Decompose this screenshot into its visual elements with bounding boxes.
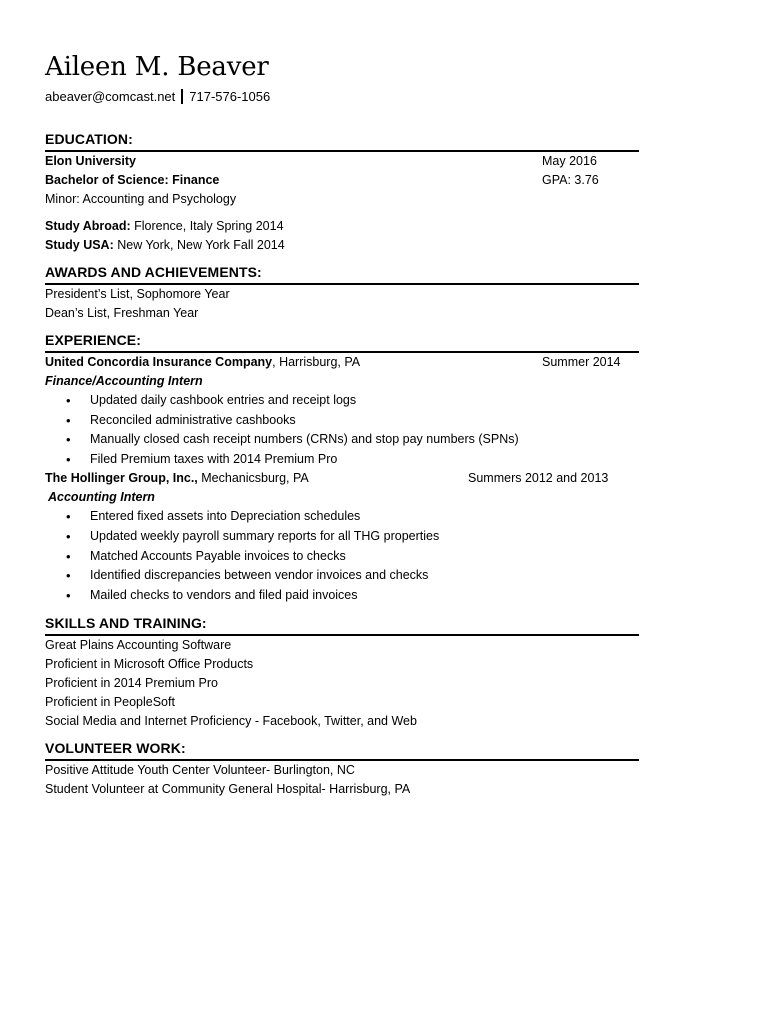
study-usa-value: New York, New York Fall 2014 [113, 238, 285, 252]
degree: Bachelor of Science: Finance [45, 173, 220, 187]
awards-section [45, 264, 639, 323]
awards-heading: AWARDS AND ACHIEVEMENTS: [45, 264, 639, 285]
bullet-item: • Mailed checks to vendors and filed paid invoices [45, 586, 639, 606]
volunteer-section [45, 740, 639, 799]
job-header-row [45, 469, 639, 488]
list-item: Proficient in Microsoft Office Products [45, 657, 254, 671]
job-header-row [45, 353, 639, 372]
list-item: Positive Attitude Youth Center Volunteer- Burlington, NC [45, 763, 355, 777]
phone-number: 717-576-1056 [189, 89, 271, 104]
graduation-date: May 2016 [542, 154, 597, 168]
job-role: Finance/Accounting Intern [45, 374, 203, 388]
bullet-item: • Manually closed cash receipt numbers (CRNs) and stop pay numbers (SPNs) [45, 430, 639, 450]
company-location: , Harrisburg, PA [272, 355, 361, 369]
list-item: Proficient in 2014 Premium Pro [45, 676, 218, 690]
applicant-name: Aileen M. Beaver [45, 52, 269, 82]
study-usa-row [45, 236, 639, 255]
education-section [45, 131, 639, 255]
list-item: President’s List, Sophomore Year [45, 287, 230, 301]
education-heading: EDUCATION: [45, 131, 639, 152]
education-minor: Minor: Accounting and Psychology [45, 192, 237, 206]
email-address: abeaver@comcast.net [45, 89, 176, 104]
education-degree-row [45, 171, 639, 190]
list-item: Dean’s List, Freshman Year [45, 306, 199, 320]
skills-heading: SKILLS AND TRAINING: [45, 615, 639, 636]
job-date: Summer 2014 [542, 355, 621, 369]
bullet-item: • Filed Premium taxes with 2014 Premium Pro [45, 450, 639, 470]
bullet-item: • Reconciled administrative cashbooks [45, 411, 639, 431]
list-item: Great Plains Accounting Software [45, 638, 232, 652]
list-item: Proficient in PeopleSoft [45, 695, 175, 709]
list-item: Social Media and Internet Proficiency - Facebook, Twitter, and Web [45, 714, 417, 728]
contact-line [45, 89, 270, 104]
list-item: Student Volunteer at Community General Hospital- Harrisburg, PA [45, 782, 411, 796]
bullet-item: • Updated daily cashbook entries and receipt logs [45, 391, 639, 411]
contact-separator [181, 89, 183, 104]
company-name: The Hollinger Group, Inc., [45, 471, 198, 486]
bullet-item: • Entered fixed assets into Depreciation schedules [45, 507, 639, 527]
study-abroad-row [45, 217, 639, 236]
experience-heading: EXPERIENCE: [45, 332, 639, 353]
bullet-item: • Updated weekly payroll summary reports for all THG properties [45, 527, 639, 547]
experience-section [45, 332, 639, 605]
gpa: GPA: 3.76 [542, 173, 599, 187]
company-name: United Concordia Insurance Company [45, 355, 273, 369]
study-abroad-label: Study Abroad: [45, 219, 131, 233]
study-usa-label: Study USA: [45, 238, 114, 252]
study-abroad-value: Florence, Italy Spring 2014 [130, 219, 284, 233]
volunteer-heading: VOLUNTEER WORK: [45, 740, 639, 761]
school-name: Elon University [45, 154, 136, 168]
company-location: Mechanicsburg, PA [197, 471, 309, 486]
job-role: Accounting Intern [48, 490, 155, 505]
skills-section [45, 615, 639, 731]
job-date: Summers 2012 and 2013 [468, 471, 609, 486]
bullet-item: • Matched Accounts Payable invoices to checks [45, 547, 639, 567]
bullet-item: • Identified discrepancies between vendor invoices and checks [45, 566, 639, 586]
education-school-row [45, 152, 639, 171]
